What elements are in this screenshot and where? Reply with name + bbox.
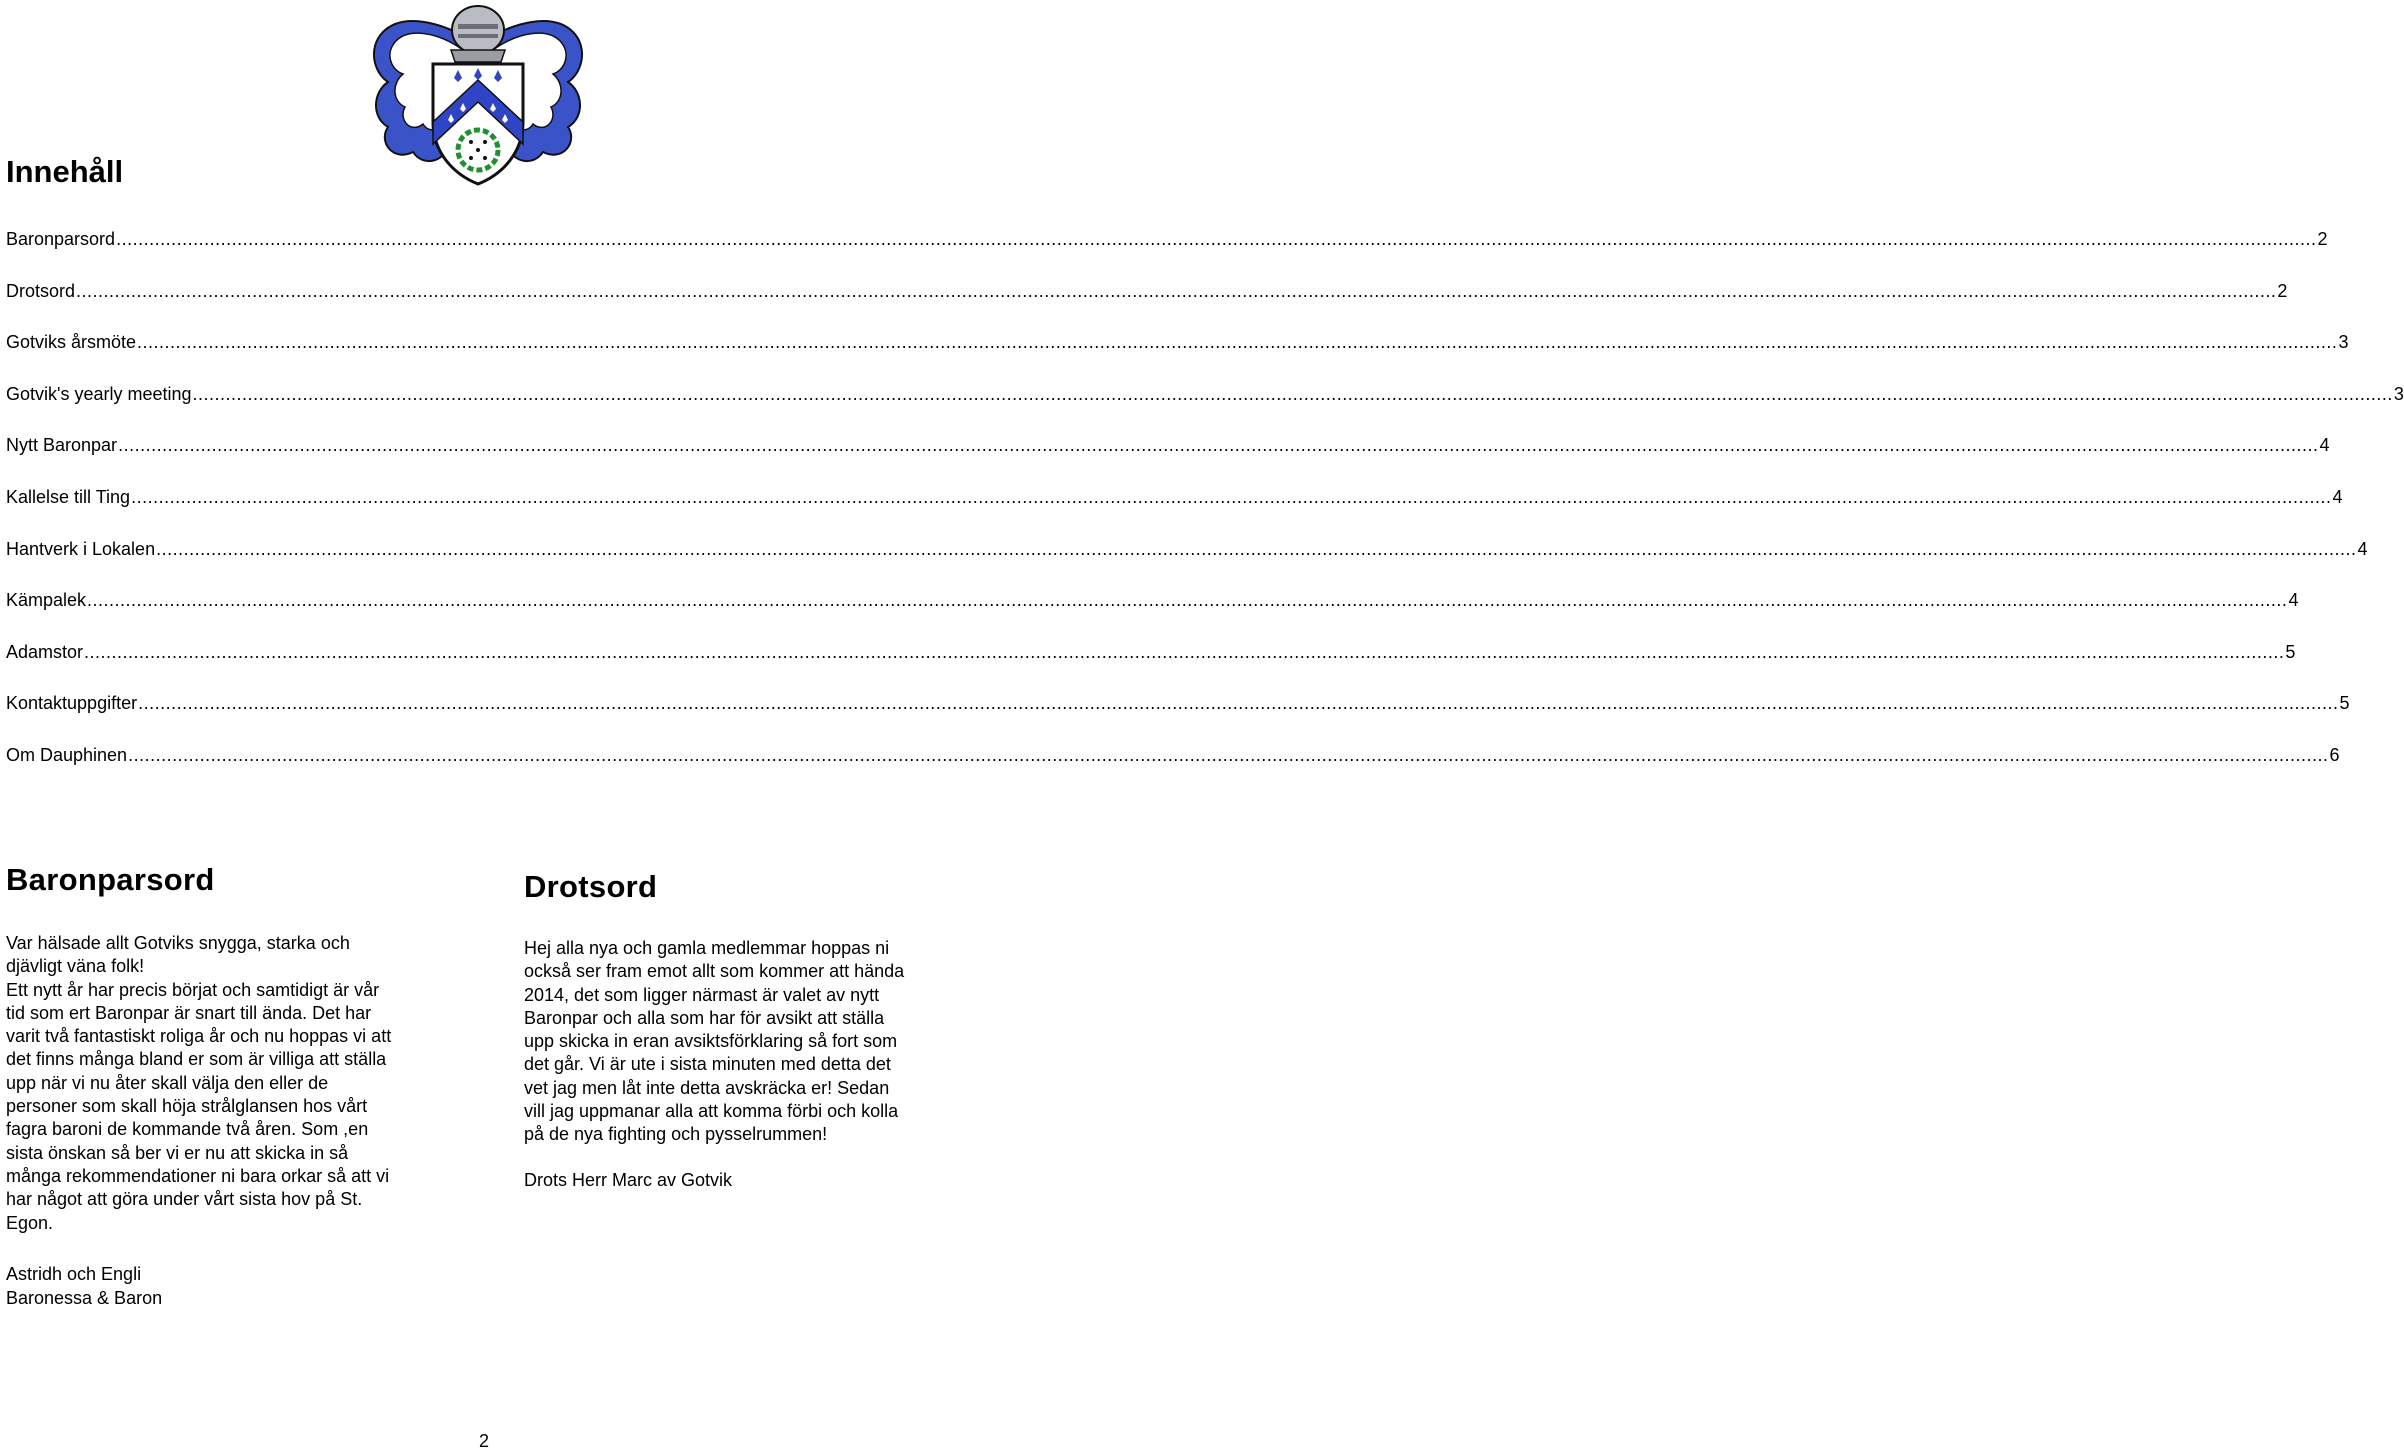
toc-entry-page: 5 — [2339, 693, 2350, 714]
toc-leader-dots: ................................................................................................................................................................................................................................................................................................................................................................................................................ — [131, 486, 2332, 507]
text-line: upp när vi nu åter skall välja den eller de — [6, 1072, 329, 1093]
toc-entry-page: 5 — [2285, 641, 2296, 662]
toc-entry-title: Drotsord — [6, 280, 76, 301]
toc-leader-dots: ................................................................................................................................................................................................................................................................................................................................................................................................................ — [84, 641, 2285, 662]
toc-entry[interactable] — [6, 432, 2330, 484]
text-line: tid som ert Baronpar är snart till ända. Det har — [6, 1002, 372, 1023]
baronparsord-heading: Baronparsord — [6, 862, 215, 897]
text-line: Hej alla nya och gamla medlemmar hoppas ni — [524, 938, 890, 958]
drotsord-heading: Drotsord — [524, 869, 658, 904]
toc-entry-page: 4 — [2332, 486, 2343, 507]
toc-leader-dots: ................................................................................................................................................................................................................................................................................................................................................................................................................ — [118, 435, 2319, 456]
toc-entry-title: Adamstor — [6, 641, 84, 662]
toc-leader-dots: ................................................................................................................................................................................................................................................................................................................................................................................................................ — [87, 590, 2288, 611]
toc-entry-page: 6 — [2329, 744, 2340, 765]
toc-entry[interactable] — [6, 587, 2299, 639]
toc-entry-title: Kallelse till Ting — [6, 486, 131, 507]
baronparsord-text — [6, 932, 451, 1235]
text-line: vill jag uppmanar alla att komma förbi och kolla — [524, 1101, 899, 1122]
toc-entry[interactable] — [6, 381, 2404, 433]
text-line: också ser fram emot allt som kommer att hända — [524, 961, 905, 982]
toc-entry-title: Hantverk i Lokalen — [6, 538, 156, 559]
toc-leader-dots: ................................................................................................................................................................................................................................................................................................................................................................................................................ — [128, 744, 2329, 765]
text-line: personer som skall höja strålglansen hos vårt — [6, 1096, 368, 1117]
toc-leader-dots: ................................................................................................................................................................................................................................................................................................................................................................................................................ — [192, 383, 2393, 404]
toc-leader-dots: ................................................................................................................................................................................................................................................................................................................................................................................................................ — [76, 280, 2277, 301]
toc-entry-title: Gotvik's yearly meeting — [6, 383, 192, 404]
toc-entry-title: Kämpalek — [6, 590, 87, 611]
text-line: Ett nytt år har precis börjat och samtidigt är vår — [6, 979, 380, 1000]
text-line: vet jag men låt inte detta avskräcka er! Sedan — [524, 1077, 890, 1098]
toc-entry[interactable] — [6, 742, 2340, 794]
baronparsord-section — [6, 860, 451, 1235]
text-line: Baronpar och alla som har för avsikt att ställa — [524, 1007, 885, 1028]
toc-title: Innehåll — [6, 154, 124, 189]
toc-entry-page: 4 — [2319, 435, 2330, 456]
text-line: upp skicka in eran avsiktsförklaring så fort som — [524, 1031, 898, 1052]
toc-entry-page: 3 — [2393, 383, 2404, 404]
text-line: Egon. — [6, 1212, 54, 1233]
text-line: har något att göra under vårt sista hov på St. — [6, 1189, 363, 1210]
toc-entry[interactable] — [6, 484, 2343, 536]
toc-entry-title: Gotviks årsmöte — [6, 332, 137, 353]
text-line: det finns många bland er som är villiga att ställa — [6, 1049, 387, 1070]
toc-entry[interactable] — [6, 536, 2368, 588]
toc-entry-page: 2 — [2277, 280, 2288, 301]
signature-line: Baronessa & Baron — [6, 1288, 163, 1308]
text-line: fagra baroni de kommande två åren. Som ,en — [6, 1119, 369, 1140]
toc-entry-title: Om Dauphinen — [6, 744, 128, 765]
toc-entry-title: Baronparsord — [6, 229, 116, 249]
signature-line: Astridh och Engli — [6, 1264, 142, 1284]
toc-leader-dots: ................................................................................................................................................................................................................................................................................................................................................................................................................ — [156, 538, 2357, 559]
toc-entry[interactable] — [6, 226, 2328, 278]
toc-entry[interactable] — [6, 329, 2349, 381]
toc-entry-page: 4 — [2357, 538, 2368, 559]
drotsord-signature: Drots Herr Marc av Gotvik — [524, 1169, 733, 1190]
toc-entry-page: 3 — [2338, 332, 2349, 353]
toc-entry-page: 2 — [2317, 229, 2328, 249]
toc-entry[interactable] — [6, 690, 2350, 742]
toc-leader-dots: ................................................................................................................................................................................................................................................................................................................................................................................................................ — [137, 332, 2338, 353]
text-line: på de nya fighting och pysselrummen! — [524, 1124, 828, 1145]
toc-entry-title: Nytt Baronpar — [6, 435, 118, 456]
toc-entry[interactable] — [6, 278, 2288, 330]
drotsord-text — [524, 937, 958, 1147]
text-line: Var hälsade allt Gotviks snygga, starka och — [6, 933, 350, 953]
text-line: varit två fantastiskt roliga år och nu hoppas vi att — [6, 1026, 392, 1047]
text-line: 2014, det som ligger närmast är valet av nytt — [524, 984, 880, 1005]
coat-of-arms-image — [363, 2, 593, 188]
toc-entry[interactable] — [6, 639, 2296, 691]
baronparsord-signature — [6, 1262, 162, 1310]
text-line: sista önskan så ber vi er nu att skicka in så — [6, 1142, 349, 1163]
toc-leader-dots: ................................................................................................................................................................................................................................................................................................................................................................................................................ — [138, 693, 2339, 714]
table-of-contents — [6, 226, 2404, 794]
text-line: många rekommendationer ni bara orkar så att vi — [6, 1165, 390, 1186]
page-number: 2 — [479, 1431, 490, 1451]
text-line: djävligt väna folk! — [6, 956, 145, 977]
toc-entry-title: Kontaktuppgifter — [6, 693, 138, 714]
toc-entry-page: 4 — [2288, 590, 2299, 611]
text-line: det går. Vi är ute i sista minuten med detta det — [524, 1054, 891, 1075]
drotsord-section — [524, 867, 958, 1192]
toc-leader-dots: ................................................................................................................................................................................................................................................................................................................................................................................................................ — [116, 229, 2317, 249]
